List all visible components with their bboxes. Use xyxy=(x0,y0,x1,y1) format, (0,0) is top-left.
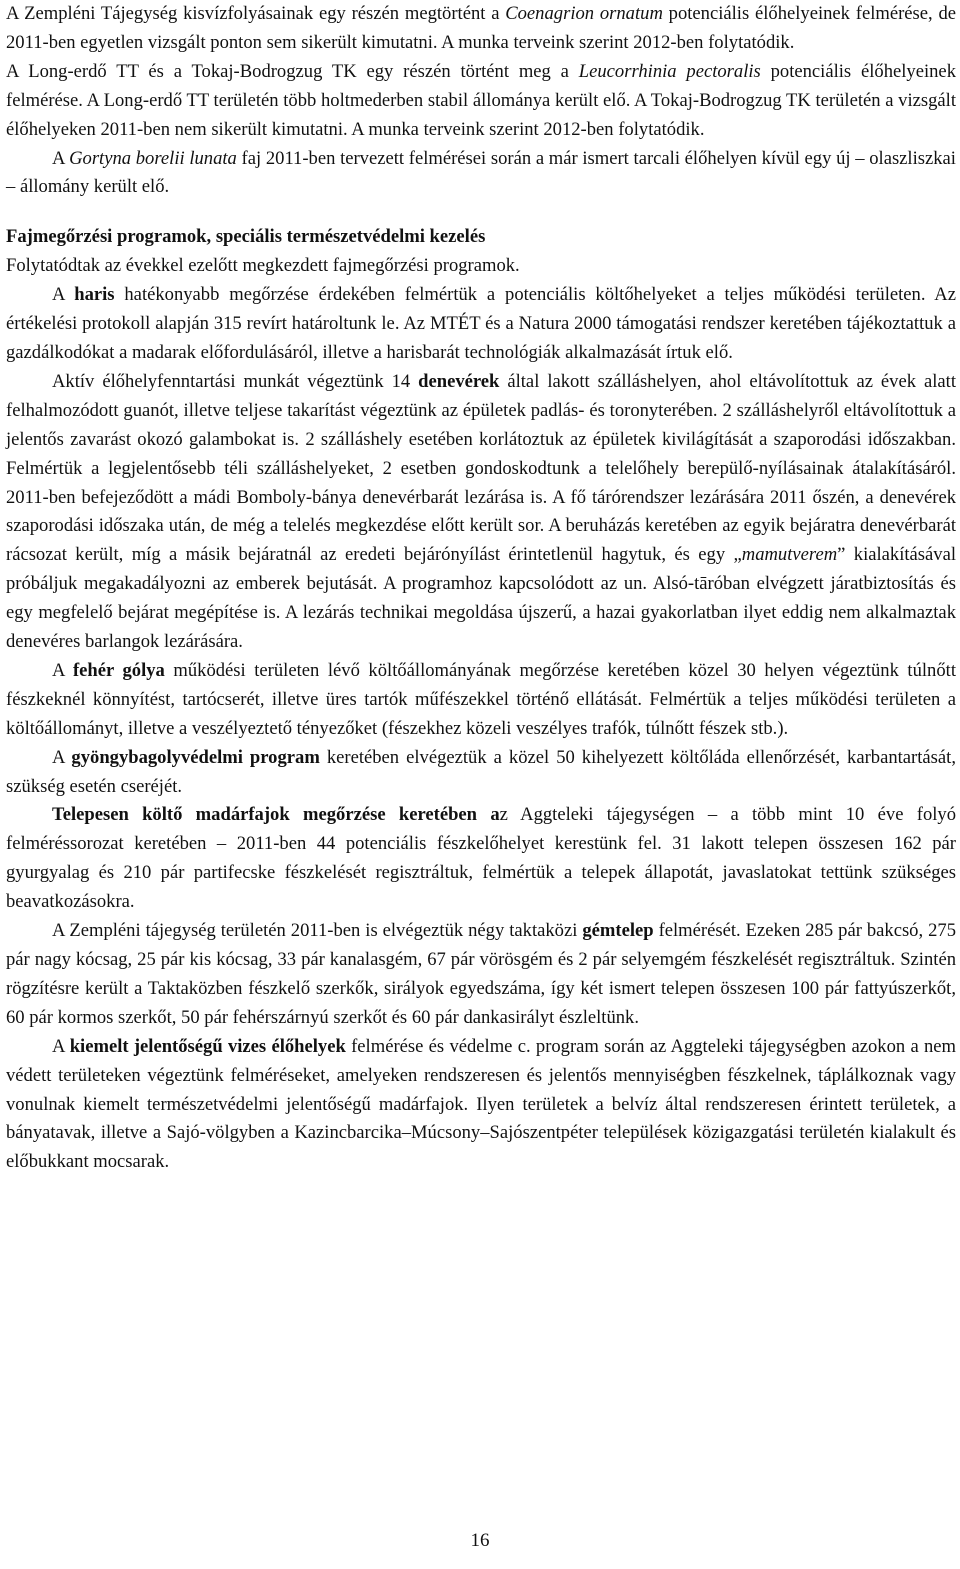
paragraph-coenagrion xyxy=(6,0,956,58)
text-run: ” kialakításával próbáljuk megakadályozni az emberek bejutását. A programhoz kapcsolódott az un. Alsó-tāróban elvégzett járatbiztosítás és egy megfelelő bejárat megépítése is. A lezárás technikai megoldása újszerű, a hazai gyakorlatban ilyet eddig nem alkalmaztak denevéres barlangok lezárására. xyxy=(6,544,957,653)
paragraph-gyongybagoly xyxy=(6,744,956,802)
paragraph-feher-golya xyxy=(6,657,956,744)
bold-term: kiemelt jelentőségű vizes élőhelyek xyxy=(69,1035,346,1057)
text-run: faj 2011-ben tervezett felmérései során a már ismert tarcali élőhelyen kívül egy új – olaszliszkai – állomány került elő. xyxy=(6,147,956,198)
text-run: A xyxy=(52,659,73,681)
text-run: által lakott szálláshelyen, ahol eltávolítottuk az évek alatt felhalmozódott guanót, illetve teljese takarítást végeztünk az épületek padlás- és toronyterében. 2 szálláshelyről eltávolítottuk a jelentős zavarást okozó galambokat is. 2 szálláshely esetében korlátoztuk az épületek kivilágítását a szaporodási időszakban. Felmértük a legjelentősebb téli szálláshelyeket, 2 esetben gondoskodtunk a telelőhely berepülő-nyílásainak átalakításáról. 2011-ben befejeződött a mádi Bomboly-bánya denevérbarát lezárása is. A fő tárórendszer lezárására 2011 őszén, a denevérek szaporodási időszaka után, de még a telelés megkezdése előtt került sor. A beruházás keretében az egyik bejáratra denevérbarát rácsozat került, míg a másik bejáratnál az eredeti bejárónyílást érintetlenül hagytuk, és egy „ xyxy=(6,370,956,566)
italic-term: mamutverem xyxy=(741,544,838,566)
bold-term: denevérek xyxy=(418,370,500,392)
text-run: A xyxy=(52,746,72,768)
paragraph-denever xyxy=(6,368,956,657)
italic-term: Gortyna borelii lunata xyxy=(69,147,237,169)
paragraph-gortyna xyxy=(6,145,956,203)
section-heading: Fajmegőrzési programok, speciális természetvédelmi kezelés xyxy=(6,226,486,248)
text-run: A Zempléni Tájegység kisvízfolyásainak egy részén megtörtént a xyxy=(6,3,506,24)
text-run: hatékonyabb megőrzése érdekében felmértük a potenciális költőhelyeket a teljes működési területen. Az értékelési protokoll alapján 315 revírt határoltunk le. Az MTÉT és a Natura 2000 támogatási rendszer keretében tájékoztattuk a gazdálkodókat a madarak előfordulásáról, illetve a harisbarát technológiák alkalmazását írtuk elő. xyxy=(6,284,956,363)
text-run: felmérését. Ezeken 285 pár bakcsó, 275 pár nagy kócsag, 25 pár kis kócsag, 33 pár kanalasgém, 67 pár vörösgém és 2 pár selyemgém fészkelését regisztráltuk. Szintén rögzítésre került a Taktaközben fészkelő szerkők, sirályok egyedszáma, így két ismert telepen összesen 100 pár fattyúszerkőt, 60 pár kormos szerkőt, 50 pár fehérszárnyú szerkőt és 60 pár dankasirályt észleltünk. xyxy=(6,920,956,1028)
text-run: működési területen lévő költőállományának megőrzése keretében közel 30 helyen végeztünk túlnőtt fészkeknél könnyítést, tartócserét, illetve üres tartók műfészekkel történő ellátását. Felmértük a teljes működési területen a költőállományt, illetve a veszélyeztető tényezőket (fészekhez közeli veszélyes trafók, túlnőtt fészek stb.). xyxy=(6,659,956,739)
italic-term: Leucorrhinia pectoralis xyxy=(578,60,761,82)
text-run: Aktív élőhelyfenntartási munkát végeztünk 14 xyxy=(52,370,419,392)
text-run: keretében elvégeztük a közel 50 kihelyezett költőláda ellenőrzését, karbantartását, szükség esetén cseréjét. xyxy=(6,746,956,797)
text-run: z Aggteleki tájegységen – a több mint 10 éve folyó felméréssorozat keretében – 2011-ben 44 potenciális fészkelőhelyet kerestünk fel. 31 lakott telepen összesen 162 pár gyurgyalag és 210 pár partifecske fészkelését regisztráltuk, felmértük a telepek állapotát, javaslatokat tettünk szükséges beavatkozásokra. xyxy=(6,804,957,913)
section-intro: Folytatódtak az évekkel ezelőtt megkezdett fajmegőrzési programok. xyxy=(6,255,520,277)
bold-term: haris xyxy=(74,284,115,306)
document-page xyxy=(6,0,956,1177)
paragraph-kiemelt-vizes-elohelyek xyxy=(6,1033,956,1178)
paragraph-leucorrhinia xyxy=(6,58,956,145)
italic-term: Coenagrion ornatum xyxy=(505,3,663,24)
text-run: felmérése és védelme c. program során az Aggteleki tájegységben azokon a nem védett területeken végeztünk felméréseket, amelyeken rendszeresen és jelentős mennyiségben fészkelnek, táplálkoznak vagy vonulnak kiemelt természetvédelmi jelentőségű madárfajok. Ilyen területek a belvíz által rendszeresen érintett területek, a bányatavak, illetve a Sajó-völgyben a Kazincbarcika–Múcsony–Sajószentpéter települések közigazgatási területén kialakult és előbukkant mocsarak. xyxy=(6,1035,957,1173)
bold-term: Telepesen költő madárfajok megőrzése keretében a xyxy=(52,804,500,826)
text-run: potenciális élőhelyeinek felmérése, de 2011-ben egyetlen vizsgált ponton sem sikerült kimutatni. A munka terveink szerint 2012-ben folytatódik. xyxy=(6,3,956,53)
text-run: potenciális élőhelyeinek felmérése. A Long-erdő TT területén több holtmederben stabil állománya került elő. A Tokaj-Bodrogzug TK területén a vizsgált élőhelyeken 2011-ben nem sikerült kimutatni. A munka terveink szerint 2012-ben folytatódik. xyxy=(6,60,956,140)
paragraph-gemtelep xyxy=(6,917,956,1033)
bold-term: gémtelep xyxy=(582,920,654,942)
text-run: A xyxy=(52,284,75,306)
bold-term: gyöngybagolyvédelmi program xyxy=(71,746,320,768)
paragraph-haris xyxy=(6,281,956,368)
text-run: A Zempléni tájegység területén 2011-ben is elvégeztük négy taktaközi xyxy=(52,920,583,942)
bold-term: fehér gólya xyxy=(72,659,165,681)
text-run: A xyxy=(52,147,70,169)
text-run: A Long-erdő TT és a Tokaj-Bodrogzug TK egy részén történt meg a xyxy=(6,60,579,82)
section-gap xyxy=(6,202,956,223)
page-number: 16 xyxy=(470,1530,490,1551)
text-run: A xyxy=(52,1035,70,1057)
paragraph-telepes-madarfajok xyxy=(6,801,956,917)
